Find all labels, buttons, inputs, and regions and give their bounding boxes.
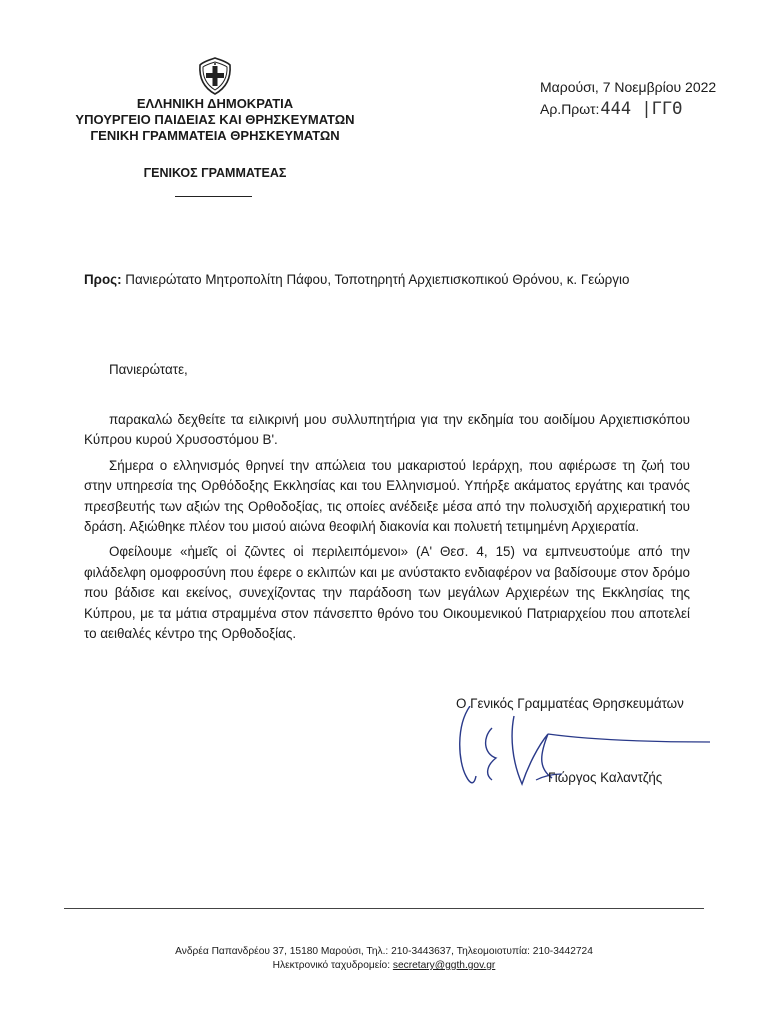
protocol-number — [540, 99, 682, 119]
place-date: Μαρούσι, 7 Νοεμβρίου 2022 — [540, 79, 717, 95]
body-paragraph: Οφείλουμε «ἡμεῖς οἱ ζῶντες οἱ περιλειπόμενοι» (Α' Θεσ. 4, 15) να εμπνευστούμε από την φιλάδελφη ομοφροσύνη που έφερε ο εκλιπών και με ανύστακτο ενδιαφέρον να βαδίσουμε στον δρόμο που βάδισε και εκείνος, συνεχίζοντας την παράδοση των μεγάλων Αρχιερέων της Εκκλησίας της Κύπρου, με τα μάτια στραμμένα στον πάνσεπτο θρόνο του Οικουμενικού Πατριαρχείου που αποτελεί το αειθαλές κέντρο της Ορθοδοξίας. — [84, 544, 690, 642]
footer-address: Ανδρέα Παπανδρέου 37, 15180 Μαρούσι, Τηλ.: 210-3443637, Τηλεομοιοτυπία: 210-3442724 — [175, 946, 593, 957]
letterhead-office: ΓΕΝΙΚΟΣ ΓΡΑΜΜΑΤΕΑΣ — [143, 166, 287, 180]
footer-email-line — [64, 959, 704, 973]
greek-coat-of-arms-icon — [196, 56, 234, 96]
letter-body — [84, 410, 690, 649]
footer-email-label: Ηλεκτρονικό ταχυδρομείο: — [272, 960, 393, 971]
recipient-text: Πανιερώτατο Μητροπολίτη Πάφου, Τοποτηρητή Αρχιεπισκοπικού Θρόνου, κ. Γεώργιο — [121, 272, 630, 287]
protocol-label: Αρ.Πρωτ: — [540, 101, 600, 117]
letterhead — [62, 96, 368, 144]
recipient-line — [84, 272, 629, 287]
body-paragraph: παρακαλώ δεχθείτε τα ειλικρινή μου συλλυπητήρια για την εκδημία του αοιδίμου Αρχιεπισκόπου Κύπρου κυρού Χρυσοστόμου Β'. — [84, 412, 690, 448]
office-underline — [175, 196, 252, 197]
letterhead-republic: ΕΛΛΗΝΙΚΗ ΔΗΜΟΚΡΑΤΙΑ — [136, 96, 294, 111]
letterhead-ministry: ΥΠΟΥΡΓΕΙΟ ΠΑΙΔΕΙΑΣ ΚΑΙ ΘΡΗΣΚΕΥΜΑΤΩΝ — [75, 112, 355, 127]
footer-email-link[interactable]: secretary@ggth.gov.gr — [392, 960, 496, 971]
signature-title: Ο Γενικός Γραμματέας Θρησκευμάτων — [456, 696, 684, 711]
recipient-label: Προς: — [84, 272, 122, 287]
letterhead-secretariat: ΓΕΝΙΚΗ ΓΡΑΜΜΑΤΕΙΑ ΘΡΗΣΚΕΥΜΑΤΩΝ — [90, 128, 340, 143]
footer-divider — [64, 908, 704, 909]
salutation: Πανιερώτατε, — [109, 362, 188, 377]
signatory-name: Γιώργος Καλαντζής — [548, 770, 663, 785]
protocol-handwritten-number: 444 |ΓΓΘ — [600, 99, 683, 119]
body-paragraph: Σήμερα ο ελληνισμός θρηνεί την απώλεια του μακαριστού Ιεράρχη, που αφιέρωσε τη ζωή του στην υπηρεσία της Ορθόδοξης Εκκλησίας και του Ελληνισμού. Υπήρξε ακάματος εργάτης και τρανός πρεσβευτής των αξιών της Ορθοδοξίας, τις οποίες ανέδειξε μέσα από την πολυσχιδή αρχιερατική του δράση. Αξιώθηκε πλέον του μισού αιώνα θεοφιλή διακονία και πολυετή τετιμημένη Αρχιερατία. — [84, 457, 690, 535]
footer — [64, 945, 704, 973]
